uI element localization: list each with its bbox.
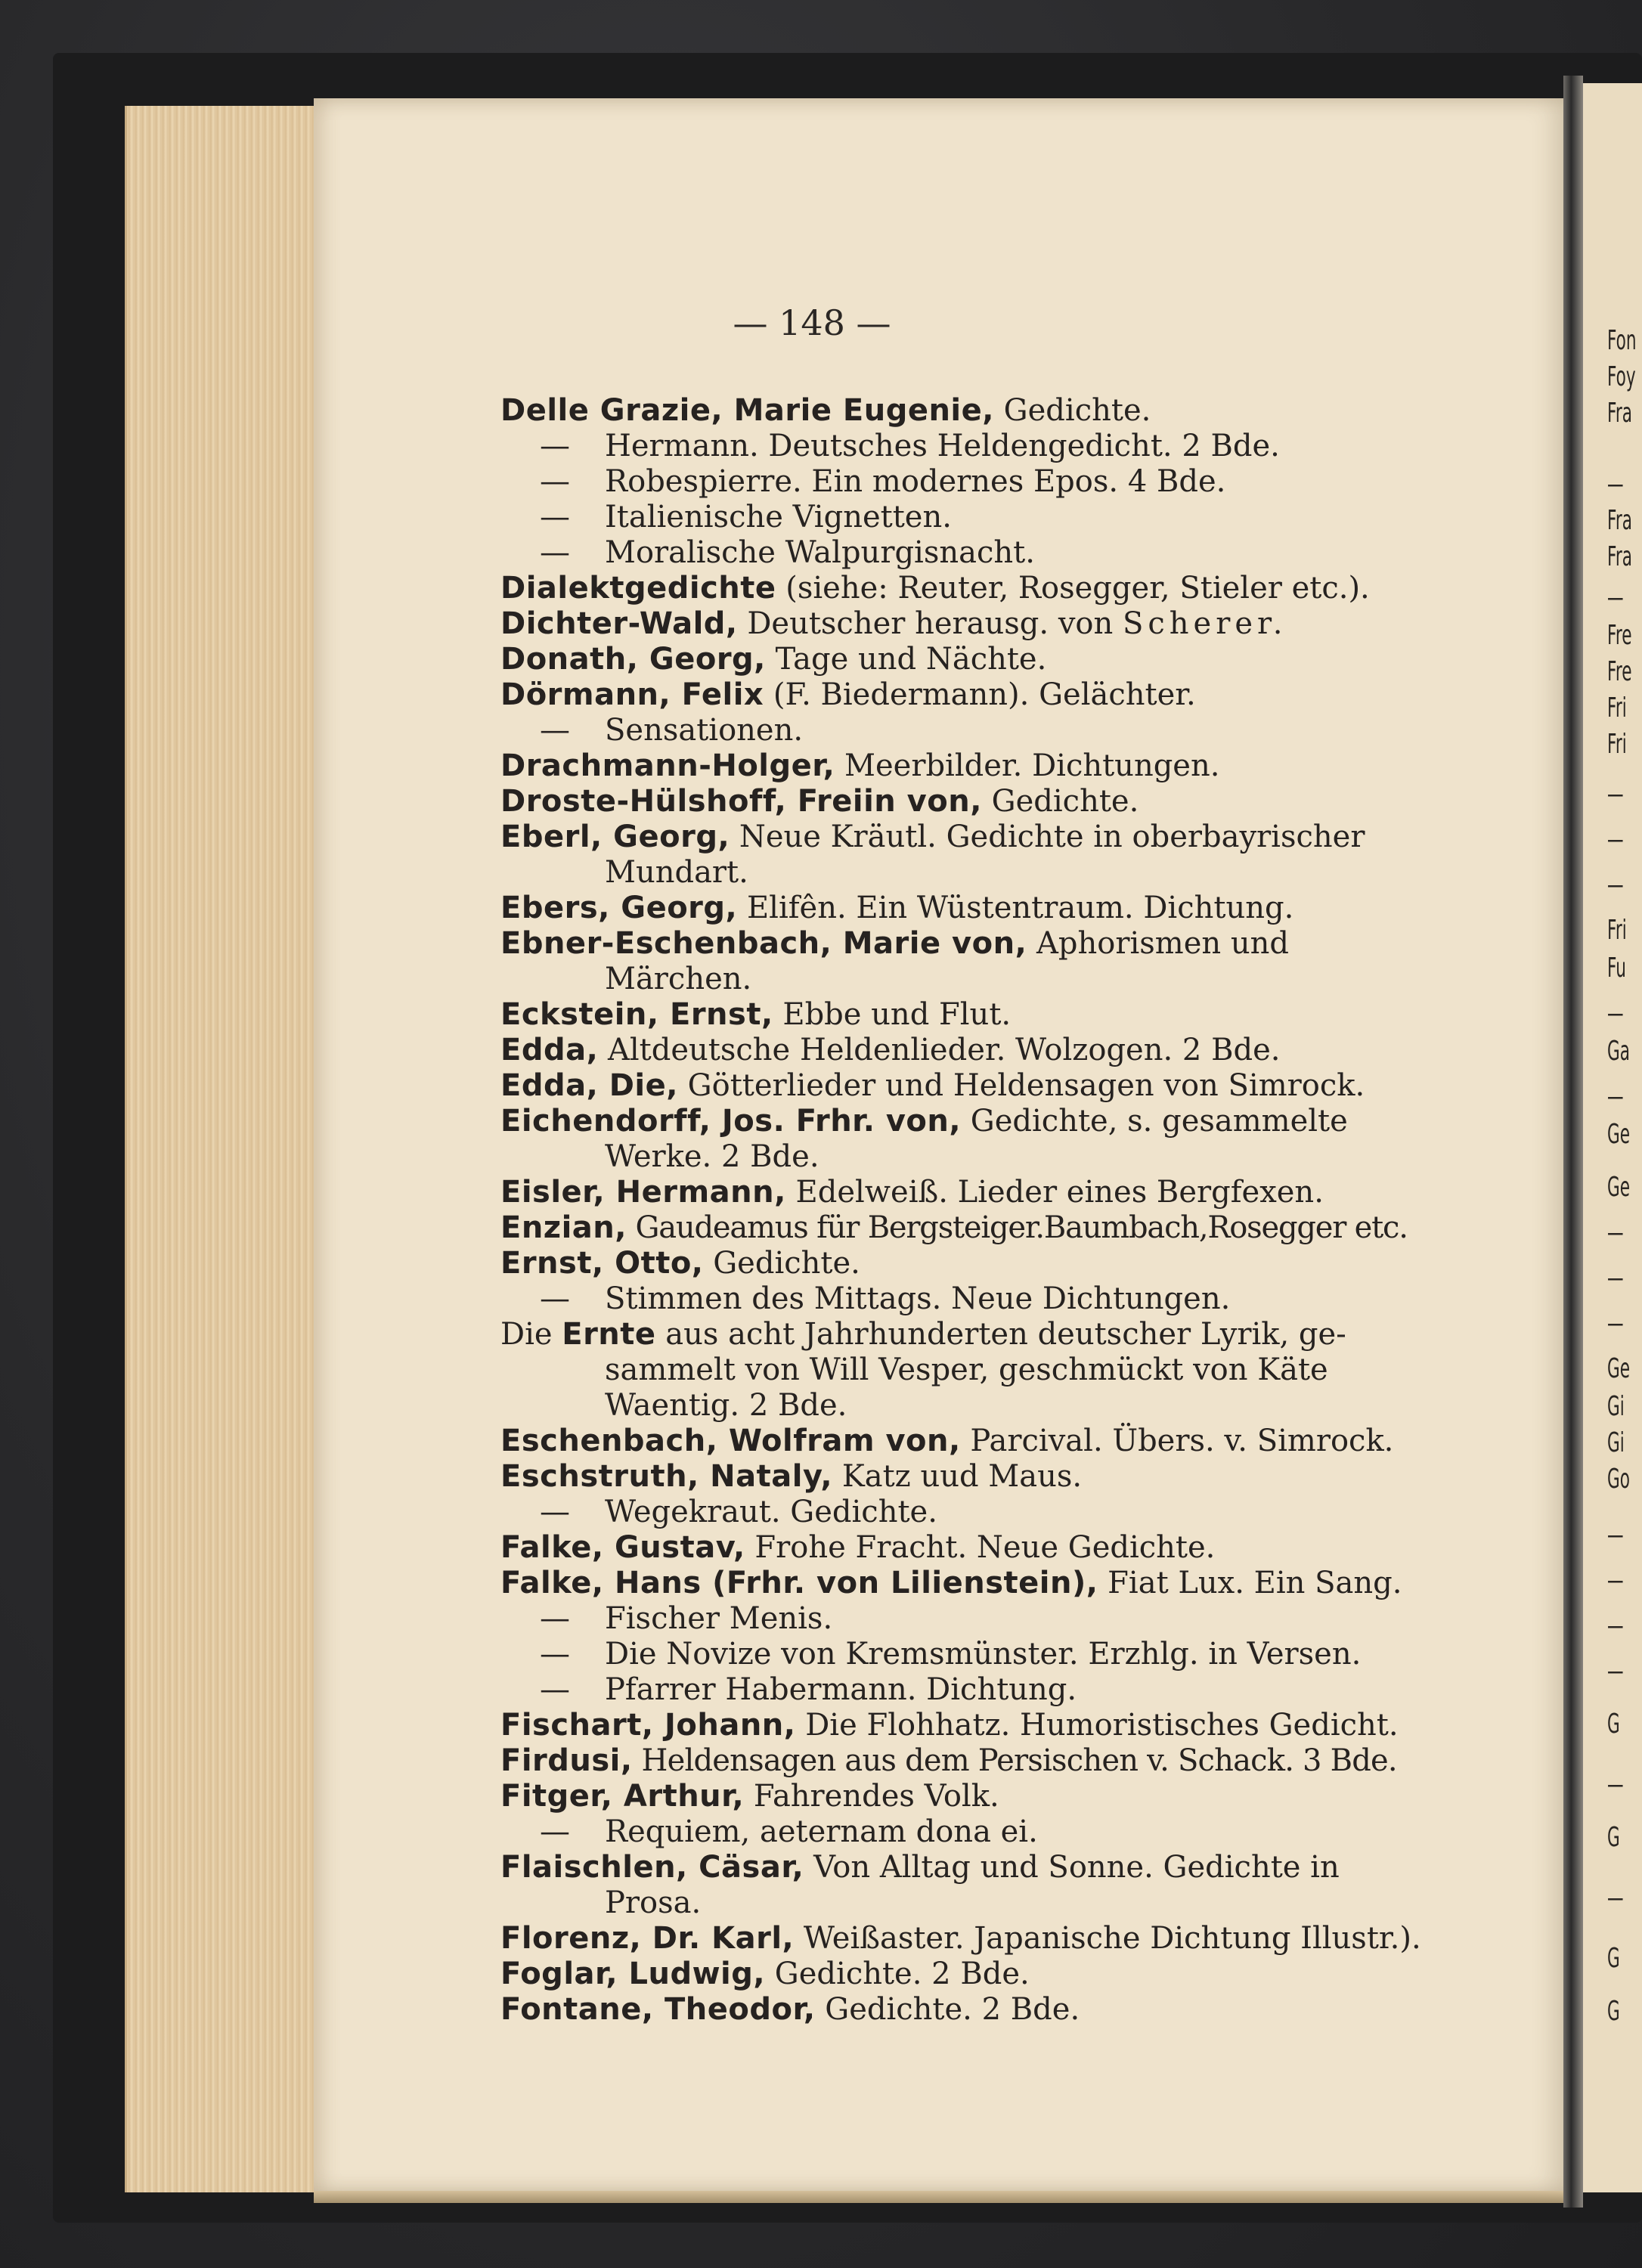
- entry-text: Deutscher herausg. von: [737, 606, 1123, 641]
- entry: [500, 926, 1498, 997]
- entry-sub: [500, 1814, 1498, 1850]
- page-edges: [125, 106, 324, 2192]
- entry-text: Fahrendes Volk.: [744, 1779, 999, 1814]
- next-page-text: Ga: [1607, 1036, 1630, 1067]
- next-page-text: Go: [1607, 1464, 1630, 1495]
- dash: —: [540, 464, 570, 499]
- entry: [500, 1459, 1498, 1495]
- entry: [500, 1424, 1498, 1459]
- entry-name: Droste-Hülshoff, Freiin von,: [500, 784, 982, 819]
- entry-name: Eisler, Hermann,: [500, 1175, 786, 1210]
- next-page-text: Fre: [1607, 620, 1632, 651]
- entry: [500, 748, 1498, 784]
- entry-text: Wegekraut. Gedichte.: [605, 1495, 937, 1529]
- entry: [500, 1175, 1498, 1210]
- next-page-text: Foy: [1607, 361, 1636, 392]
- next-page-text: —: [1607, 779, 1624, 810]
- book-page: [314, 98, 1567, 2192]
- dash: —: [540, 1672, 570, 1707]
- next-page-text: G: [1607, 1822, 1620, 1853]
- entry-sub: [500, 1601, 1498, 1637]
- entry: [500, 1992, 1498, 2028]
- entry-text: Götterlieder und Heldensagen von Simrock.: [677, 1068, 1365, 1103]
- entry-text: Gedichte.: [993, 393, 1151, 428]
- entry-name: Drachmann-Holger,: [500, 748, 835, 783]
- entry: [500, 1068, 1498, 1104]
- entry-name: Firdusi,: [500, 1743, 633, 1778]
- entry-continuation: Mundart.: [605, 855, 748, 890]
- entry-text: Neue Kräutl. Gedichte in oberbayrischer: [730, 820, 1365, 854]
- entry-text: Von Alltag und Sonne. Gedichte in: [804, 1850, 1340, 1885]
- entry-sub: [500, 535, 1498, 571]
- next-page-text: G: [1607, 1943, 1620, 1974]
- entry: [500, 891, 1498, 926]
- entry-name: Eberl, Georg,: [500, 820, 730, 854]
- entry: [500, 1033, 1498, 1068]
- next-page-text: —: [1607, 824, 1624, 855]
- entry-name: Eschstruth, Nataly,: [500, 1459, 833, 1494]
- entry-name: Enzian,: [500, 1210, 627, 1245]
- dash: —: [540, 1281, 570, 1316]
- next-page-text: —: [1607, 1217, 1624, 1248]
- entry-continuation: Werke. 2 Bde.: [605, 1139, 819, 1174]
- next-page-text: G: [1607, 1709, 1620, 1740]
- entry-text: Requiem, aeternam dona ei.: [605, 1814, 1038, 1849]
- entry-sub: [500, 1281, 1498, 1317]
- entry-text: Gedichte. 2 Bde.: [765, 1957, 1030, 1991]
- next-page-text: Fre: [1607, 656, 1632, 687]
- entry-sub: [500, 1672, 1498, 1708]
- dash: —: [540, 713, 570, 748]
- entry-name: Eschenbach, Wolfram von,: [500, 1424, 961, 1458]
- entry-text: Fischer Menis.: [605, 1601, 833, 1636]
- next-page-text: Fu: [1607, 953, 1626, 984]
- next-page-text: Fra: [1607, 398, 1632, 429]
- entry-text: Die Novize von Kremsmünster. Erzhlg. in Versen.: [605, 1637, 1362, 1672]
- dash: —: [540, 500, 570, 534]
- next-page-text: Ge: [1607, 1172, 1631, 1203]
- entry: [500, 642, 1498, 677]
- entry-text: Hermann. Deutsches Heldengedicht. 2 Bde.: [605, 429, 1280, 463]
- entry-text: Gedichte.: [703, 1246, 860, 1281]
- entry-text: Heldensagen aus dem Persischen v. Schack. 3 Bde.: [632, 1743, 1397, 1778]
- entry-text: Moralische Walpurgisnacht.: [605, 535, 1035, 570]
- entry-text: Aphorismen und: [1027, 926, 1289, 961]
- dash: —: [540, 1637, 570, 1672]
- entry-spaced-text: Scherer.: [1122, 606, 1287, 641]
- dash: —: [540, 1495, 570, 1529]
- entry-name: Donath, Georg,: [500, 642, 766, 677]
- entry: [500, 1743, 1498, 1779]
- next-page-text: —: [1607, 869, 1624, 900]
- entry-name: Florenz, Dr. Karl,: [500, 1921, 795, 1956]
- next-page-text: Gi: [1607, 1427, 1625, 1458]
- next-page-text: Fri: [1607, 692, 1627, 723]
- entry-text: (siehe: Reuter, Rosegger, Stieler etc.).: [776, 571, 1370, 606]
- entry-text: Gedichte.: [981, 784, 1139, 819]
- entry: [500, 820, 1498, 891]
- entry-text: Ebbe und Flut.: [773, 997, 1012, 1032]
- entry: [500, 677, 1498, 713]
- entry-text: Gedichte. 2 Bde.: [815, 1992, 1080, 2027]
- entry: [500, 1104, 1498, 1175]
- next-page-text: Gi: [1607, 1391, 1625, 1422]
- entry-text: Edelweiß. Lieder eines Bergfexen.: [785, 1175, 1324, 1210]
- next-page-text: Fon: [1607, 325, 1637, 356]
- entry: [500, 1210, 1498, 1246]
- entry-name: Fontane, Theodor,: [500, 1992, 816, 2027]
- entry-text: aus acht Jahrhunderten deutscher Lyrik, ge-: [655, 1317, 1346, 1352]
- next-page-text: —: [1607, 998, 1624, 1029]
- next-page-text: —: [1607, 1308, 1624, 1339]
- entry-name: Edda,: [500, 1033, 599, 1067]
- next-page-text: Ge: [1607, 1353, 1631, 1384]
- entry-name: Dialektgedichte: [500, 571, 776, 606]
- entry: [500, 1566, 1498, 1601]
- next-page-text: —: [1607, 1520, 1624, 1551]
- entry-sub: [500, 464, 1498, 500]
- dash: —: [540, 1601, 570, 1636]
- entry: [500, 1957, 1498, 1992]
- next-page-text: —: [1607, 469, 1624, 500]
- entry-list: [500, 393, 1498, 2028]
- entry-sub: [500, 713, 1498, 748]
- entry-sub: [500, 1637, 1498, 1672]
- entry-text: Gaudeamus für Bergsteiger.Baumbach,Rosegger etc.: [626, 1210, 1408, 1245]
- entry: [500, 997, 1498, 1033]
- entry-name: Fitger, Arthur,: [500, 1779, 745, 1814]
- entry-text: Weißaster. Japanische Dichtung Illustr.).: [794, 1921, 1421, 1956]
- entry: [500, 1850, 1498, 1921]
- entry-continuation: sammelt von Will Vesper, geschmückt von Käte: [605, 1352, 1328, 1387]
- entry: [500, 784, 1498, 820]
- entry-text: Parcival. Übers. v. Simrock.: [960, 1424, 1394, 1458]
- next-page-text: Fra: [1607, 505, 1632, 536]
- entry-name: Falke, Hans (Frhr. von Lilienstein),: [500, 1566, 1098, 1600]
- entry: [500, 1530, 1498, 1566]
- entry-prefix: Die: [500, 1317, 562, 1352]
- entry-text: (F. Biedermann). Gelächter.: [764, 677, 1196, 712]
- entry-text: Pfarrer Habermann. Dichtung.: [605, 1672, 1077, 1707]
- next-page-text: —: [1607, 582, 1624, 613]
- entry-name: Fischart, Johann,: [500, 1708, 796, 1743]
- next-page-text: Ge: [1607, 1119, 1631, 1150]
- entry-name: Eckstein, Ernst,: [500, 997, 773, 1032]
- entry-name: Ebers, Georg,: [500, 891, 738, 925]
- entry-name: Edda, Die,: [500, 1068, 678, 1103]
- entry-name: Flaischlen, Cäsar,: [500, 1850, 804, 1885]
- entry-continuation: Waentig. 2 Bde.: [605, 1388, 847, 1423]
- dash: —: [540, 1814, 570, 1849]
- entry: [500, 1921, 1498, 1957]
- page-number: — 148 —: [733, 302, 891, 343]
- entry-name: Foglar, Ludwig,: [500, 1957, 766, 1991]
- entry-text: Elifên. Ein Wüstentraum. Dichtung.: [737, 891, 1294, 925]
- entry-text: Altdeutsche Heldenlieder. Wolzogen. 2 Bde.: [598, 1033, 1281, 1067]
- entry-name: Delle Grazie, Marie Eugenie,: [500, 393, 994, 428]
- next-page-text: —: [1607, 1565, 1624, 1596]
- entry-text: Frohe Fracht. Neue Gedichte.: [745, 1530, 1216, 1565]
- next-page-text: Fra: [1607, 541, 1632, 572]
- entry-name: Dichter-Wald,: [500, 606, 738, 641]
- entry-continuation: Prosa.: [605, 1885, 702, 1920]
- entry: [500, 1779, 1498, 1814]
- next-page-text: —: [1607, 1656, 1624, 1687]
- next-page-text: —: [1607, 1610, 1624, 1641]
- entry-text: Robespierre. Ein modernes Epos. 4 Bde.: [605, 464, 1226, 499]
- next-page-text: Fri: [1607, 729, 1627, 760]
- entry-name: Ebner-Eschenbach, Marie von,: [500, 926, 1027, 961]
- next-page-text: Fri: [1607, 915, 1627, 946]
- entry-text: Italienische Vignetten.: [605, 500, 952, 534]
- entry-text: Gedichte, s. gesammelte: [961, 1104, 1348, 1139]
- next-page-text: —: [1607, 1081, 1624, 1112]
- entry-continuation: Märchen.: [605, 962, 752, 996]
- next-page-text: —: [1607, 1263, 1624, 1294]
- next-page-fragment: [1583, 83, 1642, 2192]
- entry: [500, 1317, 1498, 1424]
- entry-text: Die Flohhatz. Humoristisches Gedicht.: [795, 1708, 1399, 1743]
- entry-sub: [500, 500, 1498, 535]
- next-page-text: —: [1607, 1769, 1624, 1800]
- entry: [500, 606, 1498, 642]
- entry: [500, 571, 1498, 606]
- next-page-text: —: [1607, 1882, 1624, 1913]
- book-gutter: [1563, 76, 1583, 2208]
- entry: [500, 393, 1498, 429]
- entry: [500, 1246, 1498, 1281]
- entry-sub: [500, 1495, 1498, 1530]
- entry-text: Katz uud Maus.: [832, 1459, 1083, 1494]
- entry-text: Meerbilder. Dichtungen.: [835, 748, 1220, 783]
- entry-text: Tage und Nächte.: [765, 642, 1047, 677]
- entry-text: Fiat Lux. Ein Sang.: [1098, 1566, 1402, 1600]
- page-bottom-edge: [314, 2191, 1567, 2203]
- dash: —: [540, 535, 570, 570]
- entry: [500, 1708, 1498, 1743]
- entry-name: Dörmann, Felix: [500, 677, 764, 712]
- entry-text: Stimmen des Mittags. Neue Dichtungen.: [605, 1281, 1231, 1316]
- next-page-text: G: [1607, 1996, 1620, 2027]
- entry-sub: [500, 429, 1498, 464]
- entry-text: Sensationen.: [605, 713, 804, 748]
- entry-name: Falke, Gustav,: [500, 1530, 745, 1565]
- entry-name: Eichendorff, Jos. Frhr. von,: [500, 1104, 962, 1139]
- entry-name: Ernte: [562, 1317, 656, 1352]
- dash: —: [540, 429, 570, 463]
- entry-name: Ernst, Otto,: [500, 1246, 704, 1281]
